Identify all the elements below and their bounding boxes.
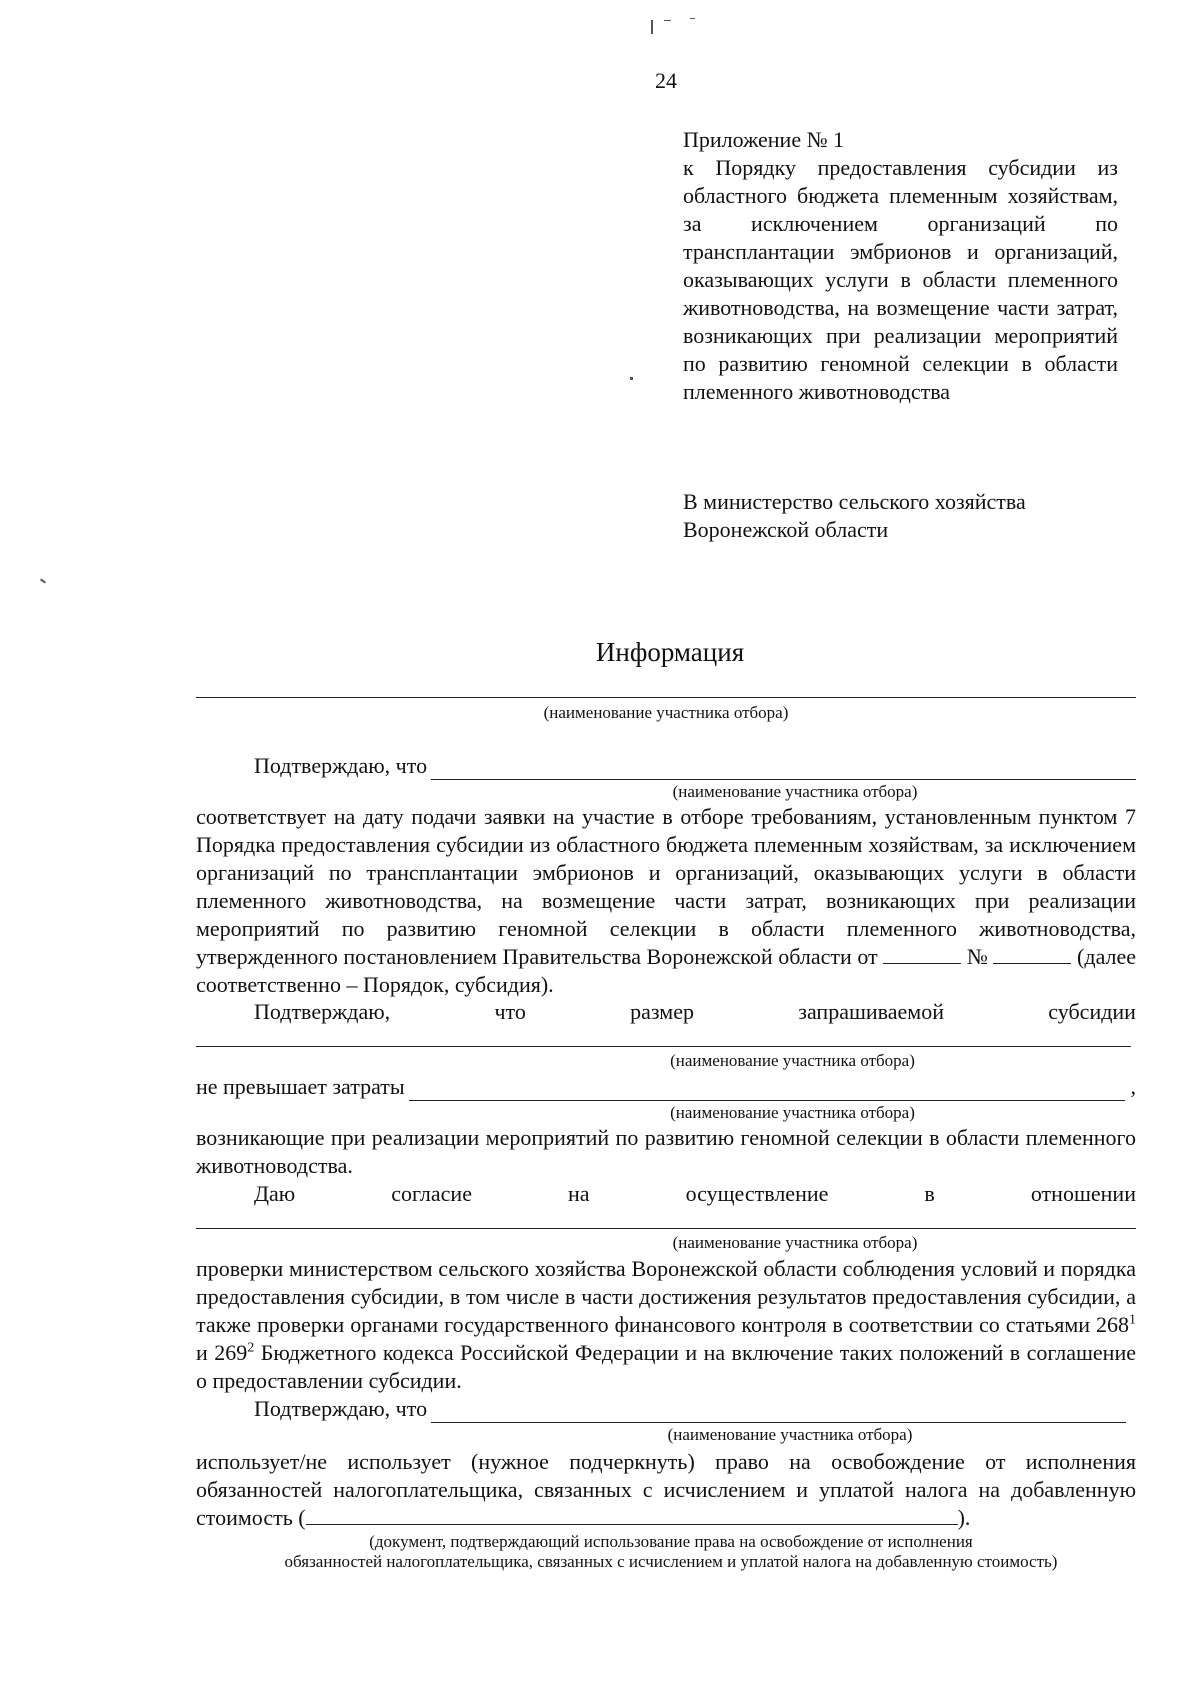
consent-text-3: Бюджетного кодекса Российской Федерации и на включение таких положений в соглашение о предоставлении субсидии. xyxy=(196,1340,1136,1393)
participant-caption-4: (наименование участника отбора) xyxy=(672,1233,918,1252)
costs-comma: , xyxy=(1130,1074,1136,1099)
addressee-line-1: В министерство сельского хозяйства xyxy=(683,489,1026,514)
block3-word: осуществление xyxy=(685,1181,829,1206)
consent-text-2: и 269 xyxy=(196,1340,248,1365)
number-sign: № xyxy=(966,944,988,969)
appendix-text: к Порядку предоставления субсидии из областного бюджета племенным хозяйствам, за исключением организаций по трансплантации эмбрионов и организаций, оказывающих услуги в области племенного животноводства, на возмещение части затрат, возникающих при реализации мероприятий по развитию геномной селекции в области племенного животноводства xyxy=(683,155,1118,404)
document-caption xyxy=(196,1532,1146,1572)
block3-word: в xyxy=(924,1181,935,1206)
consent-text-1: проверки министерством сельского хозяйства Воронежской области соблюдения условий и порядка предоставления субсидии, в том числе в части достижения результатов предоставления субсидии, а также проверки органами государственного финансового контроля в соответствии со статьями 268 xyxy=(196,1256,1136,1337)
confirm-row-4 xyxy=(196,1395,1126,1423)
article-superscript-1: 1 xyxy=(1129,1312,1136,1328)
participant-fill-3[interactable] xyxy=(409,1078,1125,1101)
scan-speck xyxy=(651,20,653,34)
page-number: 24 xyxy=(655,68,677,93)
participant-fill-2[interactable] xyxy=(196,1046,1131,1047)
participant-fill-5[interactable] xyxy=(431,1400,1126,1423)
block2-word: размер xyxy=(630,999,694,1024)
costs-lead: не превышает затраты xyxy=(196,1074,405,1099)
scan-speck xyxy=(630,377,633,380)
costs-row xyxy=(196,1073,1136,1101)
resolution-date-field[interactable] xyxy=(883,945,961,964)
addressee-block xyxy=(683,488,1118,544)
vat-document-field[interactable] xyxy=(306,1506,958,1525)
vat-text: использует/не использует (нужное подчеркнуть) право на освобождение от исполнения обязанностей налогоплательщика, связанных с исчислением и уплатой налога на добавленную стоимость xyxy=(196,1449,1136,1530)
block3-word: Даю xyxy=(254,1181,296,1206)
participant-fill-4[interactable] xyxy=(196,1228,1136,1229)
document-heading: Информация xyxy=(595,637,745,667)
scan-speck xyxy=(40,578,46,583)
participant-fill-1[interactable] xyxy=(431,757,1136,780)
confirm-lead-4: Подтверждаю, что xyxy=(254,1396,428,1421)
block3-word: на xyxy=(568,1181,590,1206)
scan-speck xyxy=(690,18,695,19)
scan-speck xyxy=(664,20,671,21)
document-caption-line-2: обязанностей налогоплательщика, связанных с исчислением и уплатой налога на добавленную стоимость) xyxy=(284,1552,1058,1571)
block3-word: согласие xyxy=(391,1181,472,1206)
addressee-line-2: Воронежской области xyxy=(683,517,889,542)
block2-word: Подтверждаю, xyxy=(254,999,391,1024)
close-paren: ). xyxy=(957,1505,971,1530)
participant-caption-5: (наименование участника отбора) xyxy=(667,1425,913,1444)
appendix-title: Приложение № 1 xyxy=(683,127,845,152)
participant-name-line[interactable] xyxy=(196,697,1136,698)
consent-paragraph xyxy=(196,1255,1136,1395)
block3-word: отношении xyxy=(1030,1181,1136,1206)
confirm-paragraph-1 xyxy=(196,803,1136,999)
confirm-text-1: соответствует на дату подачи заявки на участие в отборе требованиям, установленным пунктом 7 Порядка предоставления субсидии из областного бюджета племенным хозяйствам, за исключением организаций по трансплантации эмбрионов и организаций, оказывающих услуги в области племенного животноводства, на возмещение части затрат, возникающих при реализации мероприятий по развитию геномной селекции в области племенного животноводства, утвержденного постановлением Правительства Воронежской области от xyxy=(196,804,1136,969)
confirm-row-1 xyxy=(196,752,1136,780)
participant-caption: (наименование участника отбора) xyxy=(543,703,789,722)
participant-caption-3: (наименование участника отбора) xyxy=(670,1103,915,1122)
article-superscript-2: 2 xyxy=(247,1340,255,1356)
participant-caption-1: (наименование участника отбора) xyxy=(672,782,918,801)
appendix-block xyxy=(683,126,1118,406)
open-paren: ( xyxy=(298,1505,306,1530)
block2-word: запрашиваемой xyxy=(798,999,945,1024)
document-caption-line-1: (документ, подтверждающий использование права на освобождение от исполнения xyxy=(369,1532,973,1551)
confirm-tail-1: (далее соответственно – Порядок, субсидия). xyxy=(196,944,1137,997)
resolution-number-field[interactable] xyxy=(993,945,1071,964)
block2-word: что xyxy=(494,999,526,1024)
confirm-row-2 xyxy=(254,998,1136,1026)
block2-word: субсидии xyxy=(1048,999,1136,1024)
vat-paragraph xyxy=(196,1448,1136,1532)
confirm-lead-1: Подтверждаю, что xyxy=(254,753,428,778)
costs-paragraph: возникающие при реализации мероприятий по развитию геномной селекции в области племенного животноводства. xyxy=(196,1125,1136,1178)
consent-row xyxy=(254,1180,1136,1208)
participant-caption-2: (наименование участника отбора) xyxy=(670,1051,915,1070)
